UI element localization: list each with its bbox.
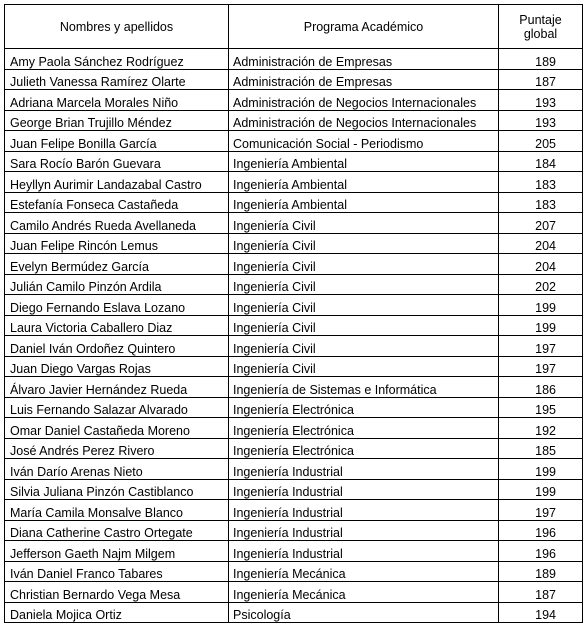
cell-score: 193: [499, 110, 583, 131]
cell-score: 197: [499, 336, 583, 357]
table-row: [5, 295, 583, 316]
cell-program: Ingeniería Civil: [229, 254, 499, 275]
cell-program: Ingeniería Electrónica: [229, 418, 499, 439]
table-row: [5, 438, 583, 459]
cell-program: Ingeniería Industrial: [229, 541, 499, 562]
table-row: [5, 582, 583, 603]
cell-program: Ingeniería Industrial: [229, 479, 499, 500]
cell-name: Álvaro Javier Hernández Rueda: [5, 377, 229, 398]
cell-program: Ingeniería Industrial: [229, 520, 499, 541]
table-row: [5, 172, 583, 193]
cell-score: 199: [499, 295, 583, 316]
cell-name: Luis Fernando Salazar Alvarado: [5, 397, 229, 418]
cell-name: Daniel Iván Ordoñez Quintero: [5, 336, 229, 357]
cell-score: 186: [499, 377, 583, 398]
cell-program: Ingeniería Civil: [229, 213, 499, 234]
cell-score: 183: [499, 192, 583, 213]
cell-name: Julieth Vanessa Ramírez Olarte: [5, 69, 229, 90]
cell-name: Evelyn Bermúdez García: [5, 254, 229, 275]
cell-score: 199: [499, 479, 583, 500]
cell-score: 202: [499, 274, 583, 295]
table-row: [5, 49, 583, 70]
cell-name: Julián Camilo Pinzón Ardila: [5, 274, 229, 295]
cell-score: 196: [499, 520, 583, 541]
cell-program: Administración de Negocios Internacionales: [229, 90, 499, 111]
cell-program: Ingeniería de Sistemas e Informática: [229, 377, 499, 398]
cell-name: Iván Daniel Franco Tabares: [5, 561, 229, 582]
table-row: [5, 110, 583, 131]
cell-program: Comunicación Social - Periodismo: [229, 131, 499, 152]
cell-name: Heyllyn Aurimir Landazabal Castro: [5, 172, 229, 193]
cell-score: 207: [499, 213, 583, 234]
header-name: Nombres y apellidos: [5, 5, 229, 49]
cell-name: Estefanía Fonseca Castañeda: [5, 192, 229, 213]
cell-score: 199: [499, 315, 583, 336]
cell-program: Ingeniería Ambiental: [229, 151, 499, 172]
cell-name: Sara Rocío Barón Guevara: [5, 151, 229, 172]
header-program: Programa Académico: [229, 5, 499, 49]
table-row: [5, 69, 583, 90]
table-row: [5, 541, 583, 562]
cell-program: Administración de Empresas: [229, 69, 499, 90]
cell-name: José Andrés Perez Rivero: [5, 438, 229, 459]
results-table: [4, 4, 583, 623]
cell-score: 197: [499, 356, 583, 377]
cell-program: Administración de Negocios Internacionales: [229, 110, 499, 131]
table-row: [5, 336, 583, 357]
cell-name: Diana Catherine Castro Ortegate: [5, 520, 229, 541]
cell-program: Ingeniería Industrial: [229, 500, 499, 521]
table-row: [5, 418, 583, 439]
table-row: [5, 233, 583, 254]
cell-name: Adriana Marcela Morales Niño: [5, 90, 229, 111]
cell-name: Juan Diego Vargas Rojas: [5, 356, 229, 377]
cell-name: Daniela Mojica Ortiz: [5, 602, 229, 623]
cell-score: 187: [499, 582, 583, 603]
cell-score: 204: [499, 254, 583, 275]
table-row: [5, 356, 583, 377]
table-body: [5, 49, 583, 623]
table-row: [5, 151, 583, 172]
header-row: [5, 5, 583, 49]
cell-name: Juan Felipe Bonilla García: [5, 131, 229, 152]
table-row: [5, 213, 583, 234]
cell-score: 192: [499, 418, 583, 439]
table-row: [5, 602, 583, 623]
cell-score: 183: [499, 172, 583, 193]
cell-score: 194: [499, 602, 583, 623]
cell-score: 195: [499, 397, 583, 418]
cell-name: Juan Felipe Rincón Lemus: [5, 233, 229, 254]
cell-program: Ingeniería Electrónica: [229, 397, 499, 418]
table-row: [5, 315, 583, 336]
cell-score: 193: [499, 90, 583, 111]
cell-name: Camilo Andrés Rueda Avellaneda: [5, 213, 229, 234]
cell-score: 185: [499, 438, 583, 459]
cell-program: Ingeniería Civil: [229, 336, 499, 357]
table-row: [5, 520, 583, 541]
table-row: [5, 561, 583, 582]
table-row: [5, 377, 583, 398]
cell-score: 204: [499, 233, 583, 254]
cell-program: Ingeniería Electrónica: [229, 438, 499, 459]
table-row: [5, 459, 583, 480]
cell-name: Silvia Juliana Pinzón Castiblanco: [5, 479, 229, 500]
cell-score: 196: [499, 541, 583, 562]
cell-name: Diego Fernando Eslava Lozano: [5, 295, 229, 316]
cell-score: 197: [499, 500, 583, 521]
cell-program: Ingeniería Civil: [229, 315, 499, 336]
cell-program: Ingeniería Civil: [229, 356, 499, 377]
cell-program: Ingeniería Ambiental: [229, 172, 499, 193]
table-row: [5, 274, 583, 295]
table-row: [5, 131, 583, 152]
cell-name: Jefferson Gaeth Najm Milgem: [5, 541, 229, 562]
cell-program: Ingeniería Mecánica: [229, 582, 499, 603]
cell-score: 187: [499, 69, 583, 90]
cell-score: 184: [499, 151, 583, 172]
cell-program: Ingeniería Civil: [229, 233, 499, 254]
cell-program: Ingeniería Industrial: [229, 459, 499, 480]
table-row: [5, 397, 583, 418]
cell-score: 199: [499, 459, 583, 480]
header-score: Puntaje global: [499, 5, 583, 49]
cell-name: Laura Victoria Caballero Diaz: [5, 315, 229, 336]
cell-program: Ingeniería Civil: [229, 295, 499, 316]
cell-name: George Brian Trujillo Méndez: [5, 110, 229, 131]
cell-name: Omar Daniel Castañeda Moreno: [5, 418, 229, 439]
table-row: [5, 479, 583, 500]
cell-program: Psicología: [229, 602, 499, 623]
cell-name: Iván Darío Arenas Nieto: [5, 459, 229, 480]
cell-name: Amy Paola Sánchez Rodríguez: [5, 49, 229, 70]
table-row: [5, 500, 583, 521]
table-row: [5, 90, 583, 111]
cell-program: Administración de Empresas: [229, 49, 499, 70]
cell-name: María Camila Monsalve Blanco: [5, 500, 229, 521]
table-row: [5, 254, 583, 275]
table-row: [5, 192, 583, 213]
cell-score: 189: [499, 561, 583, 582]
cell-program: Ingeniería Mecánica: [229, 561, 499, 582]
cell-program: Ingeniería Ambiental: [229, 192, 499, 213]
cell-name: Christian Bernardo Vega Mesa: [5, 582, 229, 603]
cell-score: 189: [499, 49, 583, 70]
cell-program: Ingeniería Civil: [229, 274, 499, 295]
cell-score: 205: [499, 131, 583, 152]
